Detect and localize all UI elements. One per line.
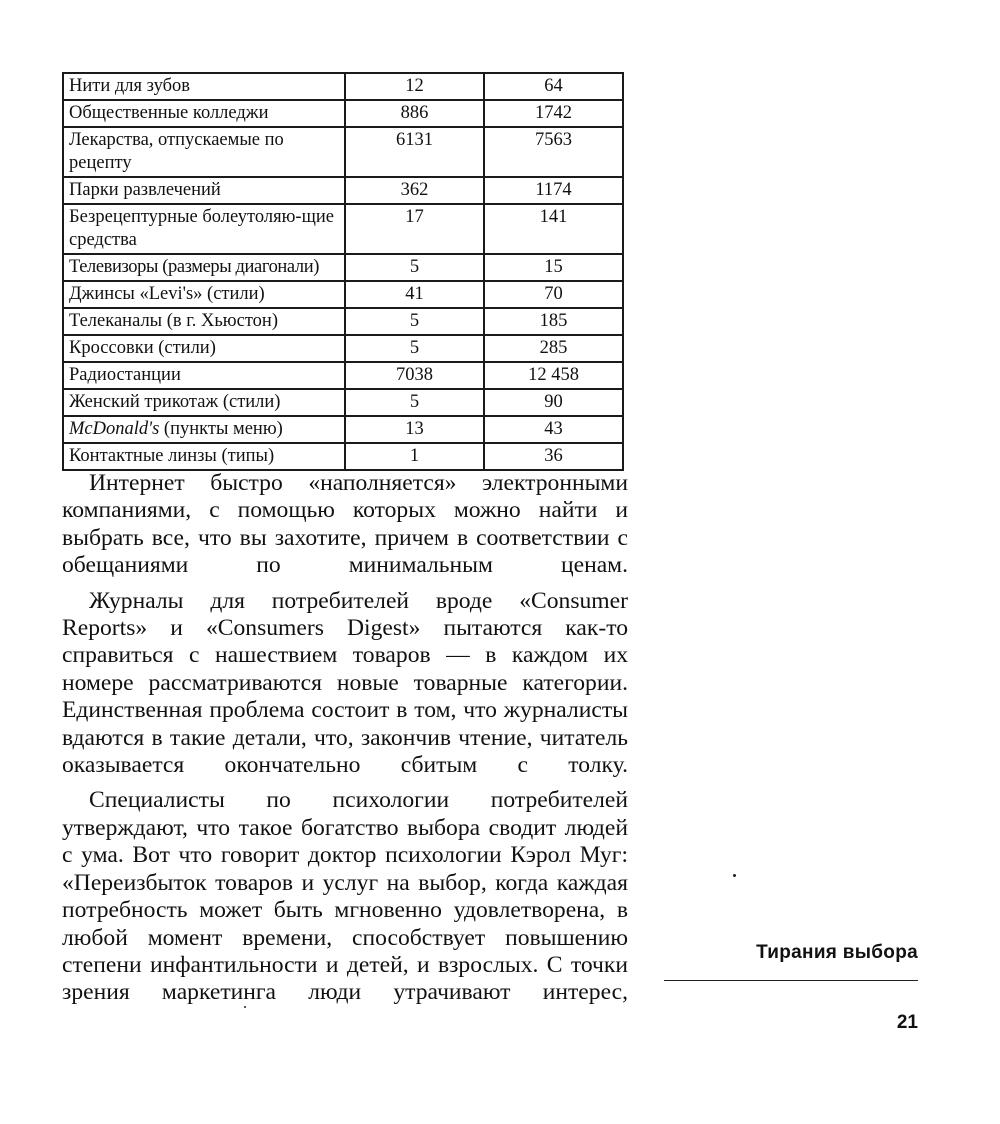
- row-label: Общественные колледжи: [63, 100, 345, 127]
- table-row: [63, 389, 623, 416]
- row-label: [63, 416, 345, 443]
- value-later: 64: [484, 73, 623, 100]
- value-later: 1174: [484, 177, 623, 204]
- value-later: 7563: [484, 127, 623, 177]
- table-row: [63, 177, 623, 204]
- value-later: 36: [484, 443, 623, 470]
- value-earlier: 6131: [345, 127, 484, 177]
- running-title: Тирания выбора: [756, 942, 918, 963]
- value-later: 90: [484, 389, 623, 416]
- row-label: Парки развлечений: [63, 177, 345, 204]
- row-label: Телеканалы (в г. Хьюстон): [63, 308, 345, 335]
- value-later: 185: [484, 308, 623, 335]
- body-text: [62, 470, 628, 1007]
- table-row: [63, 254, 623, 281]
- row-label: Безрецептурные болеутоляю-щие средства: [63, 204, 345, 254]
- value-earlier: 7038: [345, 362, 484, 389]
- value-earlier: 13: [345, 416, 484, 443]
- row-label: Контактные линзы (типы): [63, 443, 345, 470]
- row-label: Нити для зубов: [63, 73, 345, 100]
- row-label: Радиостанции: [63, 362, 345, 389]
- scan-speck: [733, 874, 736, 877]
- scan-speck: [244, 1006, 246, 1008]
- value-later: 12 458: [484, 362, 623, 389]
- value-earlier: 5: [345, 254, 484, 281]
- title-rule: [664, 980, 918, 981]
- value-later: 141: [484, 204, 623, 254]
- row-label: Женский трикотаж (стили): [63, 389, 345, 416]
- value-earlier: 5: [345, 308, 484, 335]
- paragraph: Интернет быстро «наполняется» электронными компаниями, с помощью которых можно найти и выбрать все, что вы захотите, причем в соответствии с обещаниями по минимальным ценам.: [62, 470, 628, 579]
- value-earlier: 12: [345, 73, 484, 100]
- table-row: [63, 73, 623, 100]
- row-label: Джинсы «Levi's» (стили): [63, 281, 345, 308]
- table-row: [63, 416, 623, 443]
- value-earlier: 5: [345, 389, 484, 416]
- row-label: Лекарства, отпускаемые по рецепту: [63, 127, 345, 177]
- value-later: 70: [484, 281, 623, 308]
- value-later: 43: [484, 416, 623, 443]
- row-label: Кроссовки (стили): [63, 335, 345, 362]
- table-row: [63, 362, 623, 389]
- value-earlier: 1: [345, 443, 484, 470]
- table-row: [63, 127, 623, 177]
- value-later: 15: [484, 254, 623, 281]
- row-label-rest: (пункты меню): [159, 419, 283, 439]
- table-row: [63, 100, 623, 127]
- table-row: [63, 308, 623, 335]
- table-row: [63, 335, 623, 362]
- value-earlier: 5: [345, 335, 484, 362]
- value-earlier: 362: [345, 177, 484, 204]
- value-later: 285: [484, 335, 623, 362]
- table-row: [63, 281, 623, 308]
- value-earlier: 886: [345, 100, 484, 127]
- row-label: Телевизоры (размеры диагонали): [63, 254, 345, 281]
- paragraph: Специалисты по психологии потребителей утверждают, что такое богатство выбора сводит людей с ума. Вот что говорит доктор психологии Кэрол Муг: «Переизбыток товаров и услуг на выбор, когда каждая потребность может быть мгновенно удовлетворена, в любой момент времени, способствует повышению степени инфантильности и детей, и взрослых. С точки зрения маркетинга люди утрачивают интерес,: [62, 787, 628, 1006]
- table-row: [63, 443, 623, 470]
- brand-name: McDonald's: [69, 419, 160, 439]
- value-earlier: 17: [345, 204, 484, 254]
- value-later: 1742: [484, 100, 623, 127]
- table-row: [63, 204, 623, 254]
- choice-count-table: [62, 72, 624, 471]
- paragraph: Журналы для потребителей вроде «Consumer Reports» и «Consumers Digest» пытаются как-то справиться с нашествием товаров — в каждом их номере рассматриваются новые товарные категории. Единственная проблема состоит в том, что журналисты вдаются в такие детали, что, закончив чтение, читатель оказывается окончательно сбитым с толку.: [62, 587, 628, 779]
- value-earlier: 41: [345, 281, 484, 308]
- page-number: 21: [896, 1012, 918, 1033]
